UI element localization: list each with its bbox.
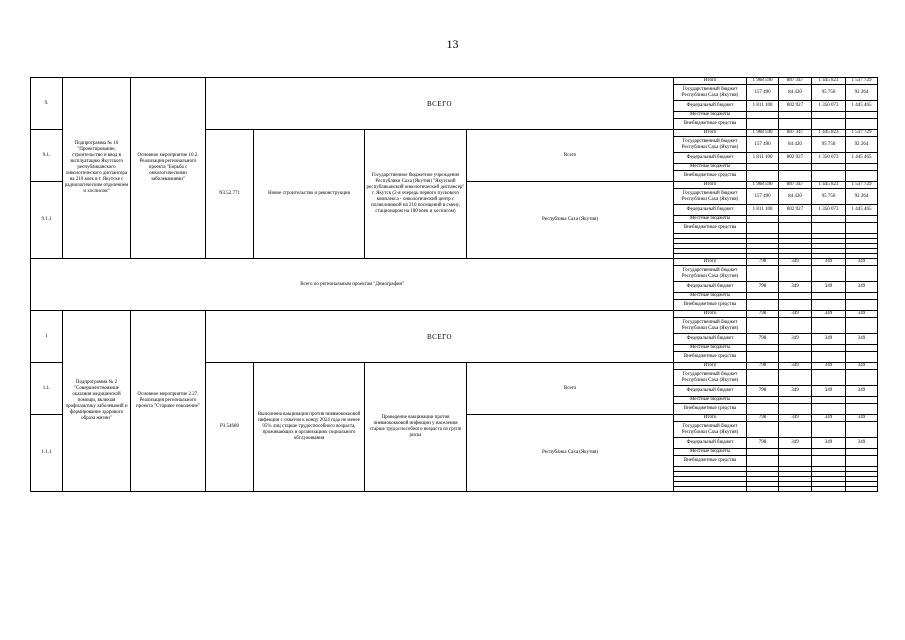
value-cell: 1 537 729 bbox=[846, 78, 878, 85]
fin-total-label: Итого bbox=[674, 259, 747, 266]
fin-total-label: Итого bbox=[674, 311, 747, 318]
row-number: 1.1. bbox=[31, 363, 63, 415]
row-number: 9.1. bbox=[31, 130, 63, 182]
fin-offbudget-label: Внебюджетные средства bbox=[674, 352, 747, 363]
value-cell: 349 bbox=[812, 259, 846, 266]
value-cell: 798 bbox=[747, 282, 779, 293]
fin-regional-label: Государственный бюджет Республики Саха (Якутия) bbox=[674, 137, 747, 153]
value-cell: 349 bbox=[812, 311, 846, 318]
vsego-label: Всего bbox=[467, 363, 674, 415]
fin-total-label: Итого bbox=[674, 78, 747, 85]
value-cell: 1 537 729 bbox=[846, 130, 878, 137]
value-cell: 1 445 823 bbox=[812, 182, 846, 189]
value-cell: 95 750 bbox=[812, 137, 846, 153]
value-cell: 887 347 bbox=[779, 130, 812, 137]
fin-regional-label: Государственный бюджет Республики Саха (Якутия) bbox=[674, 266, 747, 282]
value-cell: 349 bbox=[846, 282, 878, 293]
value-cell: 1 350 073 bbox=[812, 205, 846, 216]
value-cell: 798 bbox=[747, 259, 779, 266]
total-header: ВСЕГО bbox=[206, 78, 674, 130]
fin-local-label: Местные бюджеты bbox=[674, 397, 747, 404]
value-cell: 349 bbox=[846, 334, 878, 345]
fin-total-label: Итого bbox=[674, 415, 747, 422]
fin-offbudget-label: Внебюджетные средства bbox=[674, 300, 747, 311]
value-cell: 157 490 bbox=[747, 189, 779, 205]
work-type-cell: Новое строительство и реконструкция bbox=[254, 130, 365, 259]
value-cell: 1 445 465 bbox=[846, 205, 878, 216]
fin-federal-label: Федеральный бюджет bbox=[674, 101, 747, 112]
fin-federal-label: Федеральный бюджет bbox=[674, 438, 747, 449]
value-cell: 349 bbox=[812, 415, 846, 422]
value-cell: 1 968 590 bbox=[747, 182, 779, 189]
value-cell: 1 537 729 bbox=[846, 182, 878, 189]
fin-regional-label: Государственный бюджет Республики Саха (Якутия) bbox=[674, 85, 747, 101]
value-cell: 1 350 073 bbox=[812, 153, 846, 164]
fin-federal-label: Федеральный бюджет bbox=[674, 153, 747, 164]
value-cell: 349 bbox=[779, 311, 812, 318]
vsego-label: Всего bbox=[467, 130, 674, 182]
object-cell: Государственное бюджетное учреждение Республики Саха (Якутия) "Якутский республиканский онкологический диспансер" г. Якутск (2-я очередь первого пускового комплекса - онкологический центр с поликлиникой на 210 посещений в смену, стационаром на 180 коек и хосписом) bbox=[365, 130, 467, 259]
row-number: 1.1.1 bbox=[31, 415, 63, 492]
fin-total-label: Итого bbox=[674, 363, 747, 370]
value-cell: 1 968 590 bbox=[747, 78, 779, 85]
value-cell: 1 445 465 bbox=[846, 101, 878, 112]
value-cell: 92 264 bbox=[846, 137, 878, 153]
main-event-cell: Основное мероприятие 10.2. Реализация регионального проекта "Борьба с онкологическими заболеваниями" bbox=[131, 78, 206, 259]
fin-regional-label: Государственный бюджет Республики Саха (Якутия) bbox=[674, 422, 747, 438]
fin-total-label: Итого bbox=[674, 130, 747, 137]
row-number: 1 bbox=[31, 311, 63, 363]
fin-offbudget-label: Внебюджетные средства bbox=[674, 223, 747, 234]
row-number: 9. bbox=[31, 78, 63, 130]
fin-local-label: Местные бюджеты bbox=[674, 112, 747, 119]
value-cell: 1 811 100 bbox=[747, 101, 779, 112]
value-cell: 1 811 100 bbox=[747, 153, 779, 164]
value-cell: 84 420 bbox=[779, 137, 812, 153]
fin-offbudget-label: Внебюджетные средства bbox=[674, 404, 747, 415]
value-cell: 349 bbox=[812, 334, 846, 345]
value-cell: 798 bbox=[747, 415, 779, 422]
value-cell: 92 264 bbox=[846, 189, 878, 205]
value-cell: 802 927 bbox=[779, 101, 812, 112]
demography-total-label: Всего по региональным проектам "Демография" bbox=[31, 259, 674, 311]
value-cell: 1 968 590 bbox=[747, 130, 779, 137]
total-header: ВСЕГО bbox=[206, 311, 674, 363]
subprogram-cell: Подпрограмма № 2 "Совершенствование оказания медицинской помощи, включая профилактику заболеваний и формирование здорового образа жизни" bbox=[63, 311, 131, 492]
fin-federal-label: Федеральный бюджет bbox=[674, 334, 747, 345]
value-cell: 349 bbox=[812, 363, 846, 370]
value-cell: 1 445 823 bbox=[812, 78, 846, 85]
value-cell: 887 347 bbox=[779, 182, 812, 189]
value-cell: 798 bbox=[747, 334, 779, 345]
fin-total-label: Итого bbox=[674, 182, 747, 189]
budget-table bbox=[30, 77, 878, 492]
fin-offbudget-label: Внебюджетные средства bbox=[674, 171, 747, 182]
value-cell: 157 490 bbox=[747, 137, 779, 153]
fin-regional-label: Государственный бюджет Республики Саха (Якутия) bbox=[674, 318, 747, 334]
value-cell: 349 bbox=[812, 282, 846, 293]
value-cell: 95 750 bbox=[812, 85, 846, 101]
value-cell: 349 bbox=[779, 282, 812, 293]
value-cell: 798 bbox=[747, 311, 779, 318]
value-cell: 349 bbox=[846, 259, 878, 266]
result-cell: Выполнена вакцинация против пневмококковой инфекции с охватом к концу 2024 года не менее 95% лиц старше трудоспособного возраста, проживающих в организациях социального обслуживания bbox=[254, 363, 365, 492]
value-cell: 349 bbox=[812, 438, 846, 449]
fin-offbudget-label: Внебюджетные средства bbox=[674, 119, 747, 130]
object-cell: Проведение вакцинации против пневмококковой инфекции у населения старше трудоспособного возраста из групп риска bbox=[365, 363, 467, 492]
value-cell: 349 bbox=[779, 363, 812, 370]
value-cell: 349 bbox=[846, 311, 878, 318]
fin-federal-label: Федеральный бюджет bbox=[674, 282, 747, 293]
value-cell: 349 bbox=[779, 334, 812, 345]
value-cell: 84 420 bbox=[779, 189, 812, 205]
value-cell: 349 bbox=[846, 386, 878, 397]
value-cell: 349 bbox=[779, 259, 812, 266]
code-cell: N3.52.771 bbox=[206, 130, 254, 259]
region-cell: Республика Саха (Якутия) bbox=[467, 415, 674, 492]
value-cell: 349 bbox=[846, 363, 878, 370]
subprogram-cell: Подпрограмма № 10 "Проектирование, строительство и ввод в эксплуатацию Якутского республиканского онкологического диспансера на 210 коек в г. Якутске с радиологическим отделением и хосписом" bbox=[63, 78, 131, 259]
value-cell: 157 490 bbox=[747, 85, 779, 101]
value-cell: 349 bbox=[846, 415, 878, 422]
value-cell: 1 350 073 bbox=[812, 101, 846, 112]
value-cell: 84 420 bbox=[779, 85, 812, 101]
row-number: 9.1.1 bbox=[31, 182, 63, 259]
fin-regional-label: Государственный бюджет Республики Саха (Якутия) bbox=[674, 370, 747, 386]
value-cell: 1 445 465 bbox=[846, 153, 878, 164]
value-cell: 349 bbox=[779, 438, 812, 449]
value-cell: 349 bbox=[779, 415, 812, 422]
fin-local-label: Местные бюджеты bbox=[674, 293, 747, 300]
value-cell: 798 bbox=[747, 363, 779, 370]
value-cell: 802 927 bbox=[779, 205, 812, 216]
value-cell: 349 bbox=[846, 438, 878, 449]
value-cell: 798 bbox=[747, 386, 779, 397]
page-number: 13 bbox=[446, 37, 459, 51]
fin-local-label: Местные бюджеты bbox=[674, 345, 747, 352]
fin-federal-label: Федеральный бюджет bbox=[674, 386, 747, 397]
fin-local-label: Местные бюджеты bbox=[674, 164, 747, 171]
value-cell: 1 811 100 bbox=[747, 205, 779, 216]
value-cell: 887 347 bbox=[779, 78, 812, 85]
value-cell: 92 264 bbox=[846, 85, 878, 101]
value-cell: 349 bbox=[779, 386, 812, 397]
fin-local-label: Местные бюджеты bbox=[674, 216, 747, 223]
code-cell: P3.54680 bbox=[206, 363, 254, 492]
value-cell: 802 927 bbox=[779, 153, 812, 164]
value-cell: 798 bbox=[747, 438, 779, 449]
fin-local-label: Местные бюджеты bbox=[674, 449, 747, 456]
fin-federal-label: Федеральный бюджет bbox=[674, 205, 747, 216]
value-cell: 95 750 bbox=[812, 189, 846, 205]
region-cell: Республика Саха (Якутия) bbox=[467, 182, 674, 259]
fin-regional-label: Государственный бюджет Республики Саха (Якутия) bbox=[674, 189, 747, 205]
value-cell: 1 445 823 bbox=[812, 130, 846, 137]
main-event-cell: Основное мероприятие 2.27. Реализация регионального проекта "Старшее поколение" bbox=[131, 311, 206, 492]
fin-offbudget-label: Внебюджетные средства bbox=[674, 456, 747, 467]
value-cell: 349 bbox=[812, 386, 846, 397]
